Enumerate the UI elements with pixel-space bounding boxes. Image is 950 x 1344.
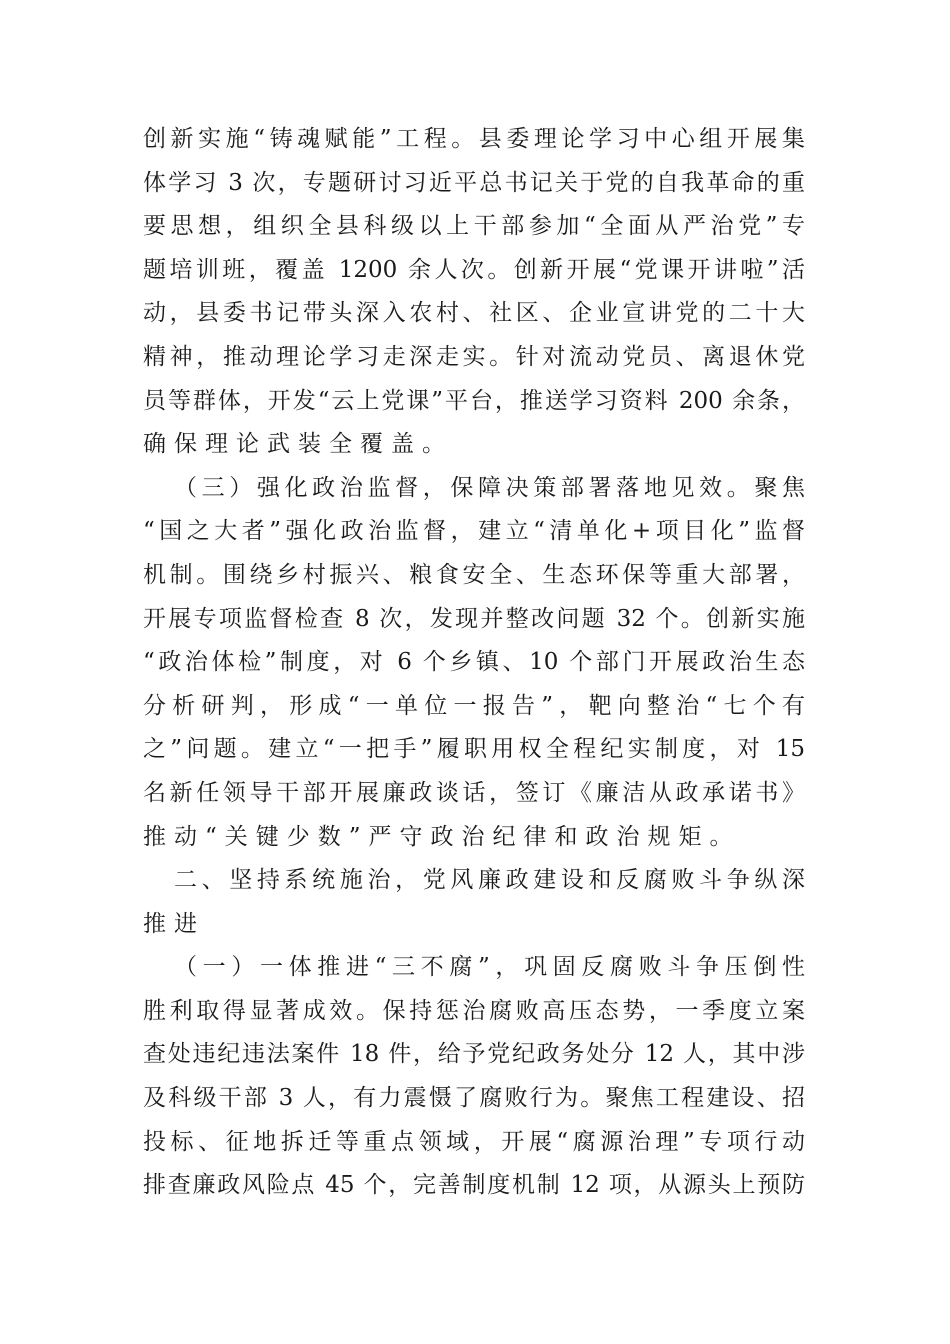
text-line: 分析研判，形成“一单位一报告”，靶向整治“七个有 <box>143 692 805 719</box>
text-line: 精神，推动理论学习走深走实。针对流动党员、离退休党 <box>143 343 805 370</box>
text-line: 机制。围绕乡村振兴、粮食安全、生态环保等重大部署， <box>143 561 805 588</box>
paragraph-intro-continuation <box>143 118 805 467</box>
text-line: 员等群体，开发“云上党课”平台，推送学习资料 200 余条， <box>143 387 805 414</box>
text-line: 查处违纪违法案件 18 件，给予党纪政务处分 12 人，其中涉 <box>143 1041 805 1068</box>
text-line: 体学习 3 次，专题研讨习近平总书记关于党的自我革命的重 <box>143 169 805 196</box>
section-heading-line: 推进 <box>143 910 205 937</box>
document-body <box>143 118 805 1208</box>
section-heading-line: 二、坚持系统施治，党风廉政建设和反腐败斗争纵深 <box>174 867 805 894</box>
text-line: 动，县委书记带头深入农村、社区、企业宣讲党的二十大 <box>143 300 805 327</box>
subsection-heading-line: （三）强化政治监督，保障决策部署落地见效。聚焦 <box>174 474 805 501</box>
text-line: 胜利取得显著成效。保持惩治腐败高压态势，一季度立案 <box>143 997 805 1024</box>
paragraph-section-1-3 <box>143 467 805 859</box>
text-line: 题培训班，覆盖 1200 余人次。创新开展“党课开讲啦”活 <box>143 256 805 283</box>
section-heading-2 <box>143 859 805 946</box>
text-line: 确保理论武装全覆盖。 <box>143 431 453 458</box>
text-line: 及科级干部 3 人，有力震慑了腐败行为。聚焦工程建设、招 <box>143 1085 805 1112</box>
text-line: 创新实施“铸魂赋能”工程。县委理论学习中心组开展集 <box>143 126 805 152</box>
text-line: “政治体检”制度，对 6 个乡镇、10 个部门开展政治生态 <box>143 649 805 676</box>
text-line: 之”问题。建立“一把手”履职用权全程纪实制度，对 15 <box>143 736 805 763</box>
text-line: 投标、征地拆迁等重点领域，开展“腐源治理”专项行动 <box>143 1128 805 1155</box>
text-line: 排查廉政风险点 45 个，完善制度机制 12 项，从源头上预防 <box>143 1172 805 1199</box>
paragraph-section-2-1 <box>143 946 805 1208</box>
text-line: “国之大者”强化政治监督，建立“清单化+项目化”监督 <box>143 518 805 545</box>
text-line: 推动“关键少数”严守政治纪律和政治规矩。 <box>143 823 741 850</box>
text-line: 要思想，组织全县科级以上干部参加“全面从严治党”专 <box>143 213 805 240</box>
text-line: 开展专项监督检查 8 次，发现并整改问题 32 个。创新实施 <box>143 605 805 632</box>
subsection-heading-line: （一）一体推进“三不腐”，巩固反腐败斗争压倒性 <box>174 954 805 981</box>
text-line: 名新任领导干部开展廉政谈话，签订《廉洁从政承诺书》 <box>143 779 805 806</box>
